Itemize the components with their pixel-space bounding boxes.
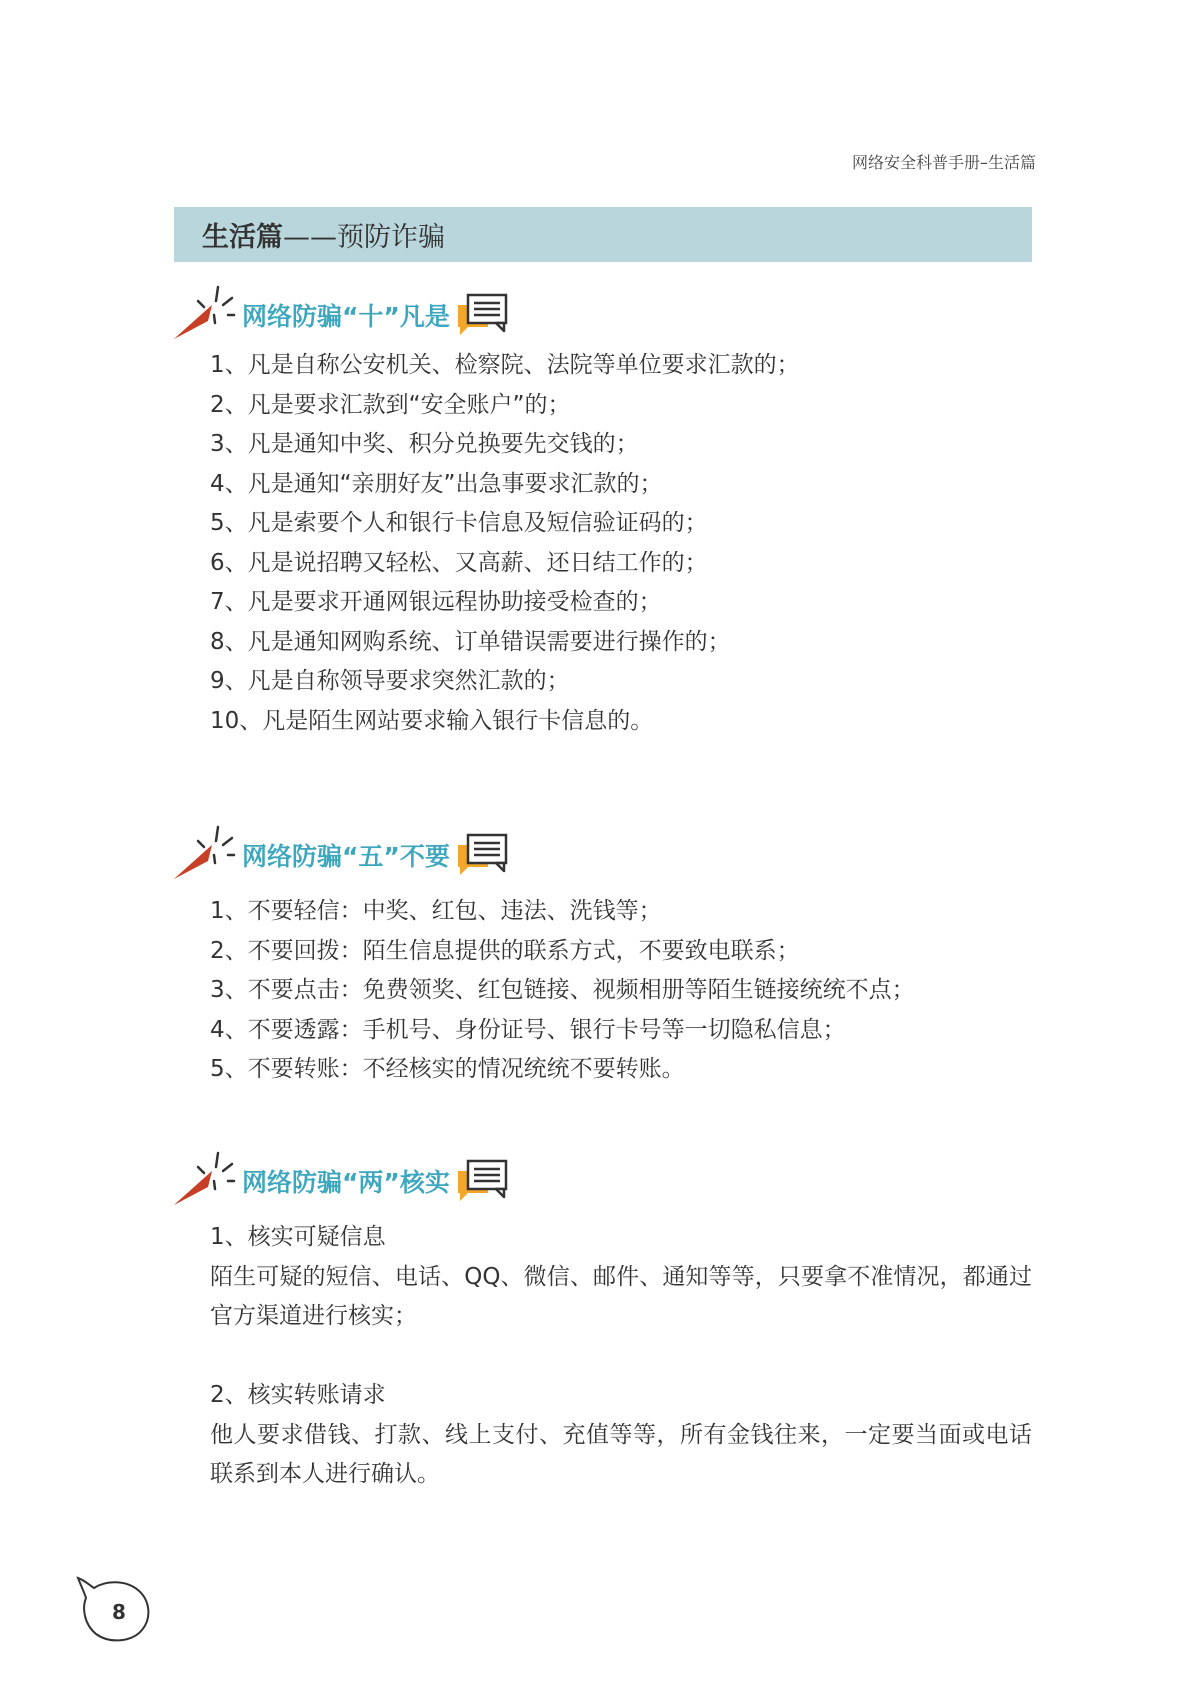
ten-rules-list (210, 346, 1032, 741)
five-donts-list (210, 892, 1032, 1090)
page-title-bold: 生活篇 (202, 222, 283, 253)
speech-bubble-icon (456, 1157, 508, 1205)
page-number (76, 1574, 156, 1646)
list-item: 5、不要转账：不经核实的情况统统不要转账。 (210, 1056, 685, 1082)
list-item: 2、不要回拨：陌生信息提供的联系方式，不要致电联系； (210, 937, 800, 964)
list-item: 2、凡是要求汇款到“安全账户”的； (210, 391, 571, 418)
list-item: 5、凡是索要个人和银行卡信息及短信验证码的； (210, 510, 708, 536)
verify-subhead: 2、核实转账请求 (210, 1382, 386, 1408)
list-item: 4、不要透露：手机号、身份证号、银行卡号等一切隐私信息； (210, 1016, 846, 1043)
verify-paragraph: 他人要求借钱、打款、线上支付、充值等等，所有金钱往来，一定要当面或电话联系到本人进行确认。 (210, 1421, 1032, 1487)
speech-bubble-icon (456, 831, 508, 879)
list-item: 8、凡是通知网购系统、订单错误需要进行操作的； (210, 628, 731, 655)
list-item: 10、凡是陌生网站要求输入银行卡信息的。 (210, 707, 654, 734)
section-title: 网络防骗“两”核实 (242, 1168, 450, 1197)
section-heading-five (168, 825, 508, 885)
page-title-rest: ——预防诈骗 (283, 222, 445, 253)
speech-bubble-icon (456, 291, 508, 339)
section-heading-two (168, 1151, 508, 1211)
verify-block-1 (210, 1218, 1032, 1337)
list-item: 4、凡是通知“亲朋好友”出急事要求汇款的； (210, 470, 663, 497)
paper-dart-icon (168, 1151, 240, 1211)
list-item: 3、凡是通知中奖、积分兑换要先交钱的； (210, 431, 639, 457)
verify-subhead: 1、核实可疑信息 (210, 1224, 386, 1250)
paper-dart-icon (168, 825, 240, 885)
paper-dart-icon (168, 285, 240, 345)
list-item: 1、不要轻信：中奖、红包、违法、洗钱等； (210, 898, 662, 924)
page-title-bar (174, 207, 1032, 262)
verify-block-2 (210, 1376, 1032, 1495)
list-item: 1、凡是自称公安机关、检察院、法院等单位要求汇款的； (210, 352, 800, 378)
section-title: 网络防骗“十”凡是 (242, 302, 450, 331)
list-item: 3、不要点击：免费领奖、红包链接、视频相册等陌生链接统统不点； (210, 977, 915, 1003)
list-item: 9、凡是自称领导要求突然汇款的； (210, 668, 570, 694)
running-header: 网络安全科普手册–生活篇 (851, 153, 1036, 172)
verify-paragraph: 陌生可疑的短信、电话、QQ、微信、邮件、通知等等，只要拿不准情况，都通过官方渠道进行核实； (210, 1263, 1032, 1329)
list-item: 7、凡是要求开通网银远程协助接受检查的； (210, 589, 662, 615)
section-title: 网络防骗“五”不要 (242, 842, 450, 871)
page-number-text: 8 (112, 1600, 126, 1624)
list-item: 6、凡是说招聘又轻松、又高薪、还日结工作的； (210, 549, 708, 576)
section-heading-ten (168, 285, 508, 345)
